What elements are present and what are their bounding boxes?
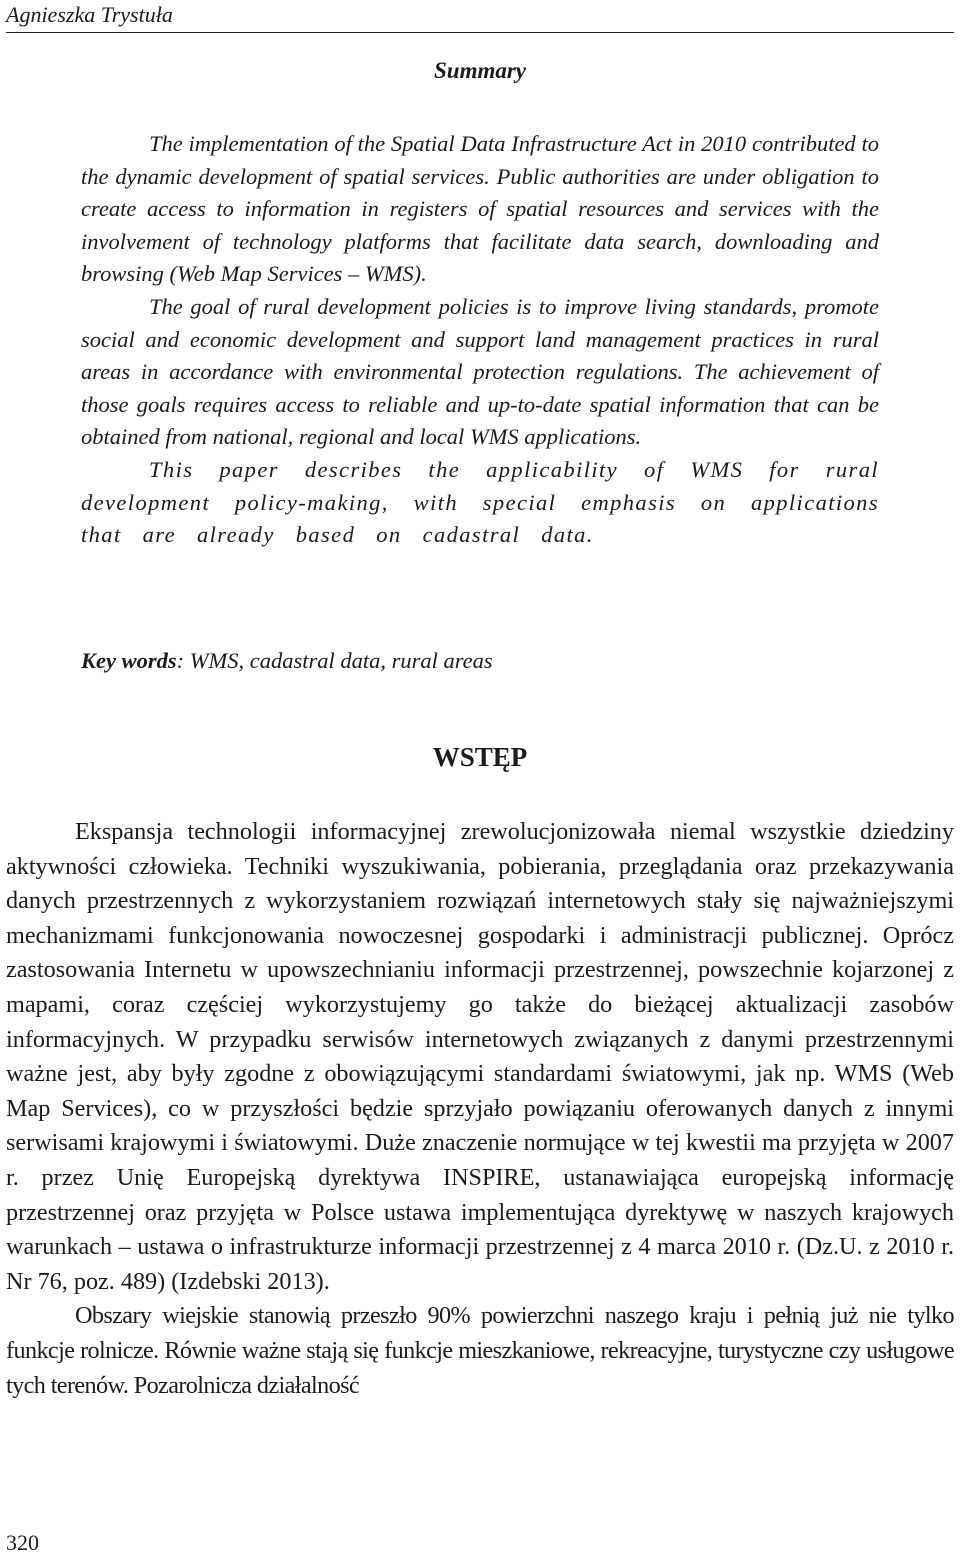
body-paragraph: Obszary wiejskie stanowią przeszło 90% powierzchni naszego kraju i pełnią już nie tylko funkcje rolnicze. Równie ważne stają się funkcje mieszkaniowe, rekreacyjne, turystyczne czy usługowe tych terenów. Pozarolnicza działalność — [6, 1302, 954, 1399]
abstract — [81, 128, 879, 552]
page-number: 320 — [6, 1530, 39, 1555]
section-heading: WSTĘP — [432, 742, 528, 772]
running-header — [6, 0, 954, 33]
body-paragraph: Ekspansja technologii informacyjnej zrewolucjonizowała niemal wszystkie dziedziny aktywności człowieka. Techniki wyszukiwania, pobierania, przeglądania oraz przekazywania danych przestrzennych z wykorzystaniem rozwiązań internetowych stały się najważniejszymi mechanizmami funkcjonowania nowoczesnej gospodarki i administracji publicznej. Oprócz zastosowania Internetu w upowszechnianiu informacji przestrzennej, powszechnie kojarzonej z mapami, coraz częściej wykorzystujemy go także do bieżącej aktualizacji zasobów informacyjnych. W przypadku serwisów internetowych związanych z danymi przestrzennymi ważne jest, aby były zgodne z obowiązującymi standardami światowymi, jak np. WMS (Web Map Services), co w przyszłości będzie sprzyjało powiązaniu oferowanych danych z innymi serwisami krajowymi i światowymi. Duże znaczenie normujące w tej kwestii ma przyjęta w 2007 r. przez Unię Europejską dyrektywa INSPIRE, ustanawiająca europejską informację przestrzennej oraz przyjęta w Polsce ustawa implementująca dyrektywę w naszych krajowych warunkach – ustawa o infrastrukturze informacji przestrzennej z 4 marca 2010 r. (Dz.U. z 2010 r. Nr 76, poz. 489) (Izdebski 2013). — [6, 818, 954, 1295]
keywords — [81, 648, 879, 674]
abstract-paragraph: The goal of rural development policies is to improve living standards, promote social and economic development and support land management practices in rural areas in accordance with environmental protection regulations. The achievement of those goals requires access to reliable and up-to-date spatial information that can be obtained from national, regional and local WMS applications. — [81, 293, 879, 450]
body-text — [6, 815, 954, 1403]
keywords-label: Key words — [81, 648, 177, 673]
summary-title: Summary — [433, 58, 527, 83]
abstract-paragraph: This paper describes the applicability of WMS for rural development policy-making, with special emphasis on applications that are already based on cadastral data. — [81, 456, 879, 548]
header-author: Agnieszka Trystuła — [6, 2, 173, 27]
keywords-separator: : — [176, 648, 190, 673]
abstract-paragraph: The implementation of the Spatial Data Infrastructure Act in 2010 contributed to the dynamic development of spatial services. Public authorities are under obligation to create access to information in registers of spatial resources and services with the involvement of technology platforms that facilitate data search, downloading and browsing (Web Map Services – WMS). — [81, 131, 879, 287]
keywords-value: WMS, cadastral data, rural areas — [189, 648, 493, 673]
